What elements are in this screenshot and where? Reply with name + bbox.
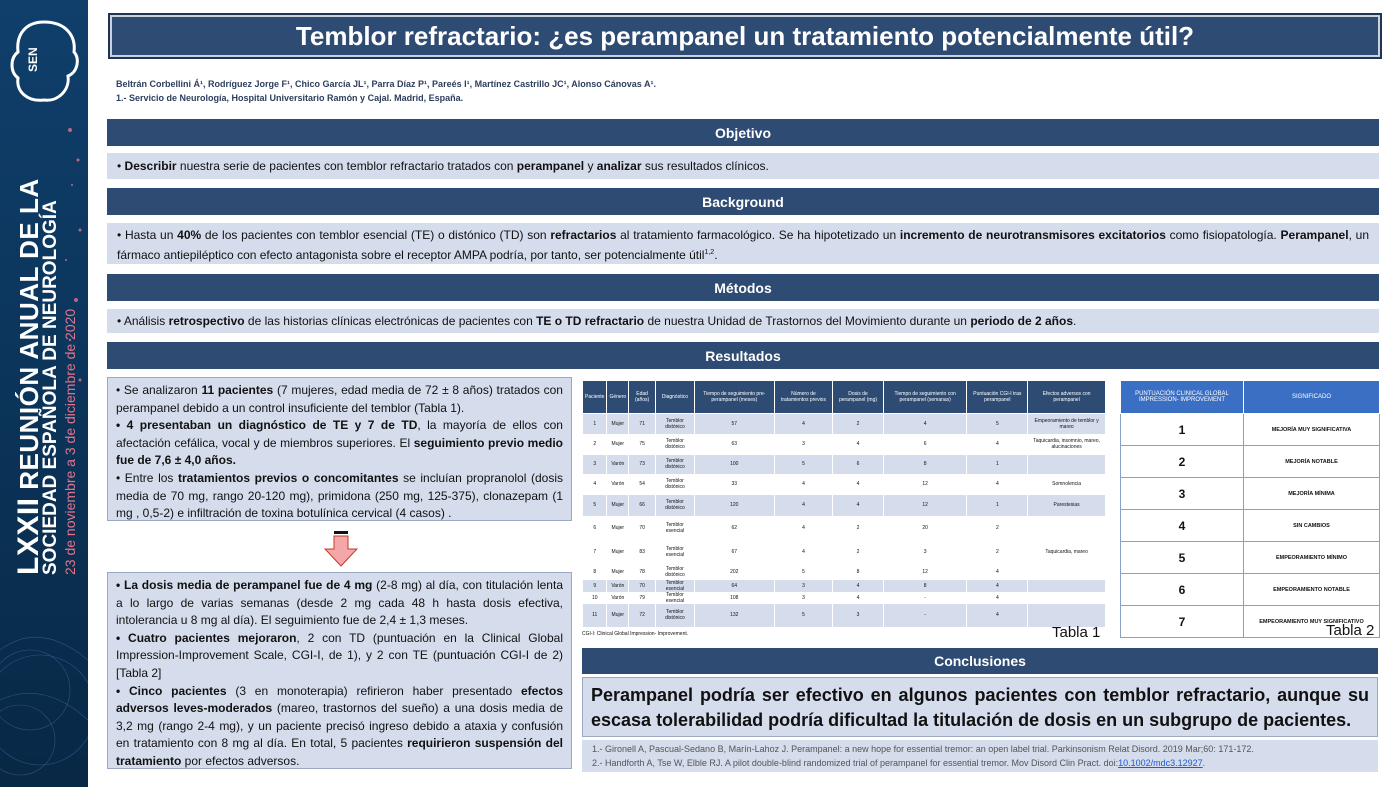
tabla-1-caption: Tabla 1 <box>1052 624 1101 641</box>
resultados-box-1 <box>107 377 572 521</box>
table-cell: 4 <box>833 474 884 495</box>
reference-1: 1.- Gironell A, Pascual-Sedano B, Marín-Lahoz J. Perampanel: a new hope for essential tremor: an open label trial. Parkinsonism Relat Disord. 2019 Mar;60: 171-172. <box>592 744 1254 754</box>
res1-p1-b1: 11 pacientes <box>201 383 274 397</box>
objetivo-text <box>107 153 1379 179</box>
tabla-2-header-cell: SIGNIFICADO <box>1244 381 1380 414</box>
table-cell: 1 <box>583 414 607 434</box>
table-cell: 6 <box>583 516 607 540</box>
table-cell <box>1028 564 1106 580</box>
table-cell: Parestesias <box>1028 495 1106 516</box>
table-cell: Temblor esencial <box>656 592 695 604</box>
tabla-1 <box>582 380 1106 627</box>
table-cell: 63 <box>694 434 774 455</box>
table-cell: 4 <box>967 580 1028 592</box>
table-cell: 5 <box>774 604 832 627</box>
table-cell: 2 <box>833 516 884 540</box>
table-cell: Varón <box>607 592 629 604</box>
table-cell: 6 <box>833 455 884 474</box>
table-row <box>1121 510 1380 542</box>
table-cell: 12 <box>883 474 967 495</box>
background-t1: de los pacientes con temblor esencial (TE) o distónico (TD) son <box>201 228 551 242</box>
table-cell: 79 <box>629 592 656 604</box>
res1-p1-t0: • Se analizaron <box>116 383 202 397</box>
tabla-1-header-cell: Tiempo de seguimiento pre-perampanel (meses) <box>694 381 774 414</box>
table-cell: EMPEORAMIENTO NOTABLE <box>1244 574 1380 606</box>
res2-p3-t1: (3 en monoterapia) refirieron haber presentado <box>226 683 521 698</box>
table-cell: Temblor esencial <box>656 516 695 540</box>
background-b2: refractarios <box>550 228 617 242</box>
table-cell: 3 <box>1121 478 1244 510</box>
metodos-t0: • Análisis <box>117 314 169 328</box>
table-cell <box>1028 516 1106 540</box>
table-cell: 4 <box>833 495 884 516</box>
table-row <box>1121 446 1380 478</box>
table-row <box>1121 414 1380 446</box>
meeting-title-line2: SOCIEDAD ESPAÑOLA DE NEUROLOGÍA <box>40 200 61 575</box>
table-cell: 12 <box>883 564 967 580</box>
table-cell: Temblor esencial <box>656 580 695 592</box>
table-row <box>583 564 1106 580</box>
authors-block <box>116 77 656 105</box>
table-cell: 1 <box>967 495 1028 516</box>
table-cell: 2 <box>967 540 1028 564</box>
tabla-2-header-row <box>1121 381 1380 414</box>
tabla-1-header-cell: Diagnóstico <box>656 381 695 414</box>
metodos-t3: . <box>1073 314 1077 328</box>
tabla-1-header-cell: Dosis de perampanel (mg) <box>833 381 884 414</box>
objetivo-t2: y <box>584 159 597 173</box>
table-cell: Temblor distónico <box>656 604 695 627</box>
table-cell: 10 <box>583 592 607 604</box>
res1-p1-t1: (7 mujeres, edad media de 72 ± 8 años) tratados con perampanel debido a un control insuficiente del temblor (Tabla 1). <box>116 383 563 415</box>
references <box>582 740 1378 772</box>
table-cell: Empeoramiento de temblor y mareo <box>1028 414 1106 434</box>
table-cell: 6 <box>1121 574 1244 606</box>
table-cell: 5 <box>774 564 832 580</box>
table-row <box>583 474 1106 495</box>
conclusiones-heading: Conclusiones <box>582 648 1378 674</box>
author-names: Beltrán Corbellini Á¹, Rodríguez Jorge F¹, Chico García JL¹, Parra Díaz P¹, Pareés I¹, Martínez Castrillo JC¹, Alonso Cánovas A¹. <box>116 79 656 89</box>
table-row <box>583 414 1106 434</box>
table-row <box>583 495 1106 516</box>
tabla-1-header-cell: Número de tratamientos previos <box>774 381 832 414</box>
table-cell: 8 <box>883 455 967 474</box>
table-cell: 54 <box>629 474 656 495</box>
table-cell: 70 <box>629 580 656 592</box>
table-cell: 2 <box>833 414 884 434</box>
metodos-t2: de nuestra Unidad de Trastornos del Movimiento durante un <box>644 314 971 328</box>
table-cell: 83 <box>629 540 656 564</box>
table-row <box>1121 542 1380 574</box>
res2-p3 <box>116 683 563 771</box>
objetivo-heading: Objetivo <box>107 119 1379 146</box>
tabla-1-header-cell: Edad (años) <box>629 381 656 414</box>
metodos-b3: periodo de 2 años <box>970 314 1074 328</box>
table-row <box>583 604 1106 627</box>
table-cell: 8 <box>583 564 607 580</box>
objetivo-b2: perampanel <box>516 159 585 173</box>
table-cell: EMPEORAMIENTO MUY SIGNIFICATIVO <box>1244 606 1380 638</box>
table-cell: Mujer <box>607 516 629 540</box>
metodos-b1: retrospectivo <box>168 314 245 328</box>
background-t2: al tratamiento farmacológico. Se ha hipotetizado un <box>616 228 900 242</box>
table-cell: MEJORÍA MUY SIGNIFICATIVA <box>1244 414 1380 446</box>
table-cell: Temblor distónico <box>656 495 695 516</box>
table-cell: Varón <box>607 580 629 592</box>
reference-2 <box>592 756 1368 770</box>
tabla-1-header-cell: Puntuación CGI-I tras perampanel <box>967 381 1028 414</box>
table-cell: 67 <box>694 540 774 564</box>
table-cell: Temblor esencial <box>656 540 695 564</box>
background-t5: . <box>714 248 718 262</box>
res2-p2-t1: , 2 con TD (puntuación en la Clinical Global Impression-Improvement Scale, CGI-I, de 1), y 2 con TE (puntuación CGI-I de 2) [Tabla 2] <box>116 630 563 680</box>
table-cell: 108 <box>694 592 774 604</box>
resultados-box-2 <box>107 572 572 769</box>
table-cell <box>1028 455 1106 474</box>
table-cell: 2 <box>833 540 884 564</box>
table-cell: 6 <box>883 434 967 455</box>
table-cell: 4 <box>774 495 832 516</box>
table-cell: 5 <box>583 495 607 516</box>
table-cell: 120 <box>694 495 774 516</box>
table-cell <box>1028 580 1106 592</box>
logo-text: SEN <box>26 47 40 72</box>
table-cell: Varón <box>607 455 629 474</box>
table-cell: 11 <box>583 604 607 627</box>
res1-p2-b1: • 4 presentaban un diagnóstico de TE y 7 de TD <box>116 418 418 433</box>
res1-p3 <box>116 470 563 523</box>
table-cell: 3 <box>583 455 607 474</box>
metodos-t1: de las historias clínicas electrónicas de pacientes con <box>244 314 537 328</box>
res2-p3-b1: • Cinco pacientes <box>116 683 227 698</box>
res2-p3-b3: requirieron suspensión del tratamiento <box>116 736 563 768</box>
table-cell: 8 <box>833 564 884 580</box>
background-sup: 1,2 <box>704 249 715 256</box>
table-cell: Mujer <box>607 495 629 516</box>
table-cell: 4 <box>967 474 1028 495</box>
table-cell: 3 <box>774 592 832 604</box>
res1-p2 <box>116 417 563 470</box>
table-cell: 71 <box>629 414 656 434</box>
table-cell: Taquicardia, mareo <box>1028 540 1106 564</box>
table-cell: SIN CAMBIOS <box>1244 510 1380 542</box>
table-cell: 4 <box>774 474 832 495</box>
tabla-2 <box>1120 380 1380 638</box>
table-cell: 4 <box>774 540 832 564</box>
table-row <box>583 434 1106 455</box>
res1-p2-t1: , la mayoría de ellos con afectación cefálica, vocal y de miembros superiores. El <box>116 418 563 450</box>
table-cell: 75 <box>629 434 656 455</box>
metodos-text <box>107 309 1379 333</box>
poster-title-bar <box>108 13 1382 59</box>
table-row <box>583 455 1106 474</box>
table-cell: 7 <box>583 540 607 564</box>
table-cell: Taquicardia, insomnio, mareo, alucinaciones <box>1028 434 1106 455</box>
res2-p1 <box>116 577 563 630</box>
table-cell: MEJORÍA MÍNIMA <box>1244 478 1380 510</box>
table-cell: 5 <box>774 455 832 474</box>
table-cell: Mujer <box>607 414 629 434</box>
poster-title: Temblor refractario: ¿es perampanel un tratamiento potencialmente útil? <box>295 20 1195 51</box>
table-cell: MEJORÍA NOTABLE <box>1244 446 1380 478</box>
table-cell: 4 <box>967 604 1028 627</box>
background-b4: Perampanel <box>1280 228 1349 242</box>
metodos-heading: Métodos <box>107 274 1379 301</box>
res1-p3-t0: • Entre los <box>116 470 179 485</box>
table-cell: Temblor distónico <box>656 414 695 434</box>
background-heading: Background <box>107 188 1379 215</box>
table-cell: - <box>883 592 967 604</box>
res2-p3-b2: efectos adversos leves-moderados <box>116 683 564 716</box>
table-row <box>583 580 1106 592</box>
conclusiones-text: Perampanel podría ser efectivo en algunos pacientes con temblor refractario, aunque su escasa tolerabilidad podría dificultad la titulación de dosis en un subgrupo de pacientes. <box>582 677 1378 737</box>
res2-p1-t1: (2-8 mg) al día, con titulación lenta a lo largo de varias semanas (desde 2 mg cada 48 h hasta dosis efectiva, intolerancia u 8 mg al día). El seguimiento fue de 2,4 ± 1,3 meses. <box>116 578 563 628</box>
table-cell: 4 <box>1121 510 1244 542</box>
objetivo-bullet: • <box>117 159 125 173</box>
tabla-1-header-cell: Género <box>607 381 629 414</box>
background-text <box>107 223 1379 264</box>
res2-p2 <box>116 630 563 683</box>
objetivo-b1: Describir <box>124 159 177 173</box>
author-affiliation: 1.- Servicio de Neurología, Hospital Universitario Ramón y Cajal. Madrid, España. <box>116 93 464 103</box>
res1-p2-b2: seguimiento previo medio fue de 7,6 ± 4,0 años. <box>116 435 563 468</box>
table-cell: 202 <box>694 564 774 580</box>
table-cell: Mujer <box>607 540 629 564</box>
tabla-1-header-cell: Efectos adversos con perampanel <box>1028 381 1106 414</box>
table-cell: 1 <box>1121 414 1244 446</box>
table-cell: Temblor distónico <box>656 474 695 495</box>
table-cell: 62 <box>694 516 774 540</box>
table-cell: Temblor distónico <box>656 455 695 474</box>
res2-p2-b1: • Cuatro pacientes mejoraron <box>116 630 297 645</box>
tabla-2-header-cell: PUNTUACIÓN CLINICAL GLOBAL IMPRESSION- IMPROVEMENT <box>1121 381 1244 414</box>
table-cell: 2 <box>1121 446 1244 478</box>
tabla-1-header-row <box>583 381 1106 414</box>
meeting-dates: 23 de noviembre a 3 de diciembre de 2020 <box>62 308 78 575</box>
background-t4: , un fármaco antiepiléptico con efecto antagonista sobre el receptor AMPA podría, por tanto, ser potencialmente útil <box>117 228 1370 262</box>
table-row <box>583 592 1106 604</box>
res2-p3-t2: (mareo, trastornos del sueño) a una dosis media de 3,2 mg (rango 2-4 mg), y un paciente precisó ingreso debido a ataxia y confusión en tratamiento con 8 mg al día. En total, 5 pacientes <box>116 701 563 751</box>
table-cell: 4 <box>583 474 607 495</box>
table-cell: Temblor distónico <box>656 434 695 455</box>
table-cell: Mujer <box>607 564 629 580</box>
table-cell: 2 <box>967 516 1028 540</box>
res1-p1 <box>116 382 563 417</box>
table-cell <box>1028 592 1106 604</box>
table-cell: 4 <box>774 516 832 540</box>
table-cell: 2 <box>583 434 607 455</box>
table-cell: 4 <box>833 592 884 604</box>
table-cell: 12 <box>883 495 967 516</box>
table-cell: 70 <box>629 516 656 540</box>
table-cell: 73 <box>629 455 656 474</box>
table-cell: 3 <box>774 434 832 455</box>
sidebar-banner <box>0 0 88 787</box>
table-cell: 100 <box>694 455 774 474</box>
tabla-1-note: CGI-I: Clinical Global Impression- Improvement. <box>582 631 689 637</box>
table-cell: 4 <box>833 580 884 592</box>
table-cell: Somnolencia <box>1028 474 1106 495</box>
tabla-2-body <box>1121 414 1380 638</box>
table-cell: 4 <box>967 434 1028 455</box>
table-cell: Mujer <box>607 604 629 627</box>
table-cell: - <box>883 604 967 627</box>
background-b3: incremento de neurotransmisores excitatorios <box>899 228 1166 242</box>
table-cell: 9 <box>583 580 607 592</box>
background-t0: • Hasta un <box>117 228 178 242</box>
res1-p3-t1: se incluían propranolol (dosis media de 70 mg, rango 20-120 mg), primidona (250 mg, 125-375), clonazepam (1 mg , 0,5-2) e infiltración de toxina botulínica cervical (4 casos) . <box>116 470 563 521</box>
meeting-number: LXXII <box>12 497 45 575</box>
background-t3: como fisiopatología. <box>1165 228 1281 242</box>
tabla-1-body <box>583 414 1106 627</box>
objetivo-t1: nuestra serie de pacientes con temblor refractario tratados con <box>176 159 517 173</box>
table-cell: 1 <box>967 455 1028 474</box>
table-cell: 4 <box>833 434 884 455</box>
down-arrow-icon <box>324 531 358 567</box>
reference-2-end: . <box>1202 758 1206 768</box>
tabla-2-caption: Tabla 2 <box>1326 622 1375 639</box>
tabla-1-header-cell: Paciente <box>583 381 607 414</box>
table-cell: 3 <box>883 540 967 564</box>
table-row <box>583 516 1106 540</box>
table-row <box>583 540 1106 564</box>
res1-p3-b1: tratamientos previos o concomitantes <box>178 470 399 485</box>
table-cell: 4 <box>967 564 1028 580</box>
table-cell: 20 <box>883 516 967 540</box>
table-cell: 78 <box>629 564 656 580</box>
resultados-heading: Resultados <box>107 342 1379 369</box>
objetivo-t3: sus resultados clínicos. <box>641 159 769 173</box>
table-cell: 4 <box>883 414 967 434</box>
metodos-b2: TE o TD refractario <box>536 314 645 328</box>
table-cell: Mujer <box>607 434 629 455</box>
table-row <box>1121 574 1380 606</box>
table-cell: 3 <box>774 580 832 592</box>
table-cell: 64 <box>694 580 774 592</box>
table-row <box>1121 478 1380 510</box>
table-cell: 132 <box>694 604 774 627</box>
sen-logo-icon <box>6 14 82 110</box>
objetivo-b3: analizar <box>596 159 642 173</box>
table-cell: 33 <box>694 474 774 495</box>
table-cell: 5 <box>967 414 1028 434</box>
table-cell: 4 <box>967 592 1028 604</box>
table-cell: Temblor distónico <box>656 564 695 580</box>
table-cell: 72 <box>629 604 656 627</box>
table-cell: EMPEORAMIENTO MÍNIMO <box>1244 542 1380 574</box>
table-cell: 3 <box>833 604 884 627</box>
table-cell: 7 <box>1121 606 1244 638</box>
meeting-title-rest: REUNIÓN ANUAL DE LA <box>14 178 44 490</box>
res2-p1-b1: • La dosis media de perampanel fue de 4 mg <box>116 578 373 592</box>
doi-link[interactable]: 10.1002/mdc3.12927 <box>1118 758 1203 768</box>
reference-2-text: 2.- Handforth A, Tse W, Elble RJ. A pilot double-blind randomized trial of perampanel for essential tremor. Mov Disord Clin Pract. doi: <box>592 758 1119 768</box>
table-cell: 57 <box>694 414 774 434</box>
background-b1: 40% <box>177 228 202 242</box>
tabla-1-header-cell: Tiempo de seguimiento con perampanel (semanas) <box>883 381 967 414</box>
table-cell: Varón <box>607 474 629 495</box>
res2-p3-t3: por efectos adversos. <box>181 753 300 768</box>
table-cell: 66 <box>629 495 656 516</box>
table-cell: 4 <box>774 414 832 434</box>
table-cell: 5 <box>1121 542 1244 574</box>
table-cell: 8 <box>883 580 967 592</box>
